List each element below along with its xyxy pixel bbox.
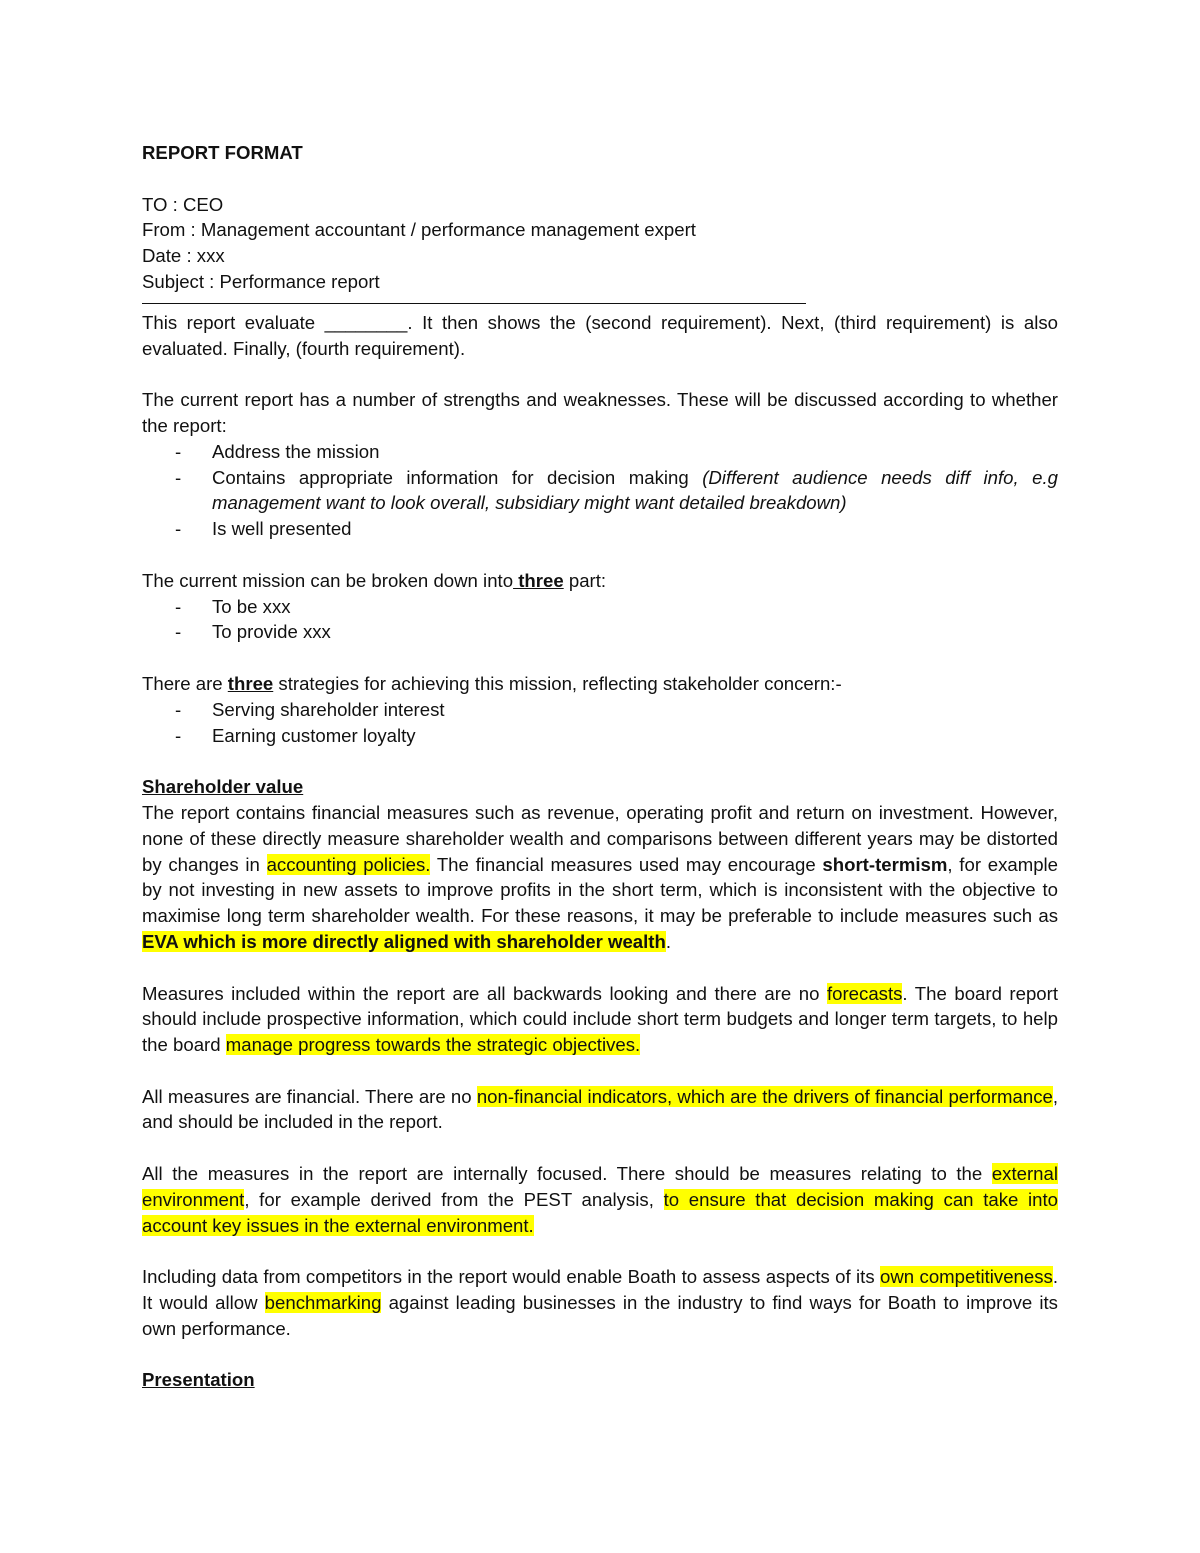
strategies-list — [142, 697, 1058, 749]
list-item: - Serving shareholder interest — [142, 697, 1058, 723]
highlight: to ensure that decision making can take into account key issues in the external environment. — [142, 1188, 1059, 1236]
list-item: - To be xxx — [142, 594, 1058, 620]
forecasts-paragraph: Measures included within the report are all backwards looking and there are no forecasts. The board report should include prospective information, which could include short term budgets and longer term targets, to help the board manage progress towards the strategic objectives. — [142, 982, 1059, 1056]
emphasis-three: three — [513, 569, 564, 591]
header-to: TO : CEO — [142, 193, 224, 215]
italic-note: (Different audience needs diff info, e.g management want to look overall, subsidiary might want detailed breakdown) — [212, 466, 1058, 514]
list-item: - Contains appropriate information for decision making (Different audience needs diff info, e.g management want to look overall, subsidiary might want detailed breakdown) — [142, 465, 1058, 517]
highlight: benchmarking — [264, 1292, 382, 1314]
list-item: - Address the mission — [142, 439, 1058, 465]
mission-list — [142, 594, 1058, 646]
nonfinancial-paragraph: All measures are financial. There are no non-financial indicators, which are the drivers of financial performance, and should be included in the report. — [142, 1085, 1059, 1133]
header-date: Date : xxx — [142, 245, 225, 267]
intro-paragraph: This report evaluate ________. It then shows the (second requirement). Next, (third requirement) is also evaluated. Finally, (fourth requirement). — [142, 311, 1058, 359]
competitors-paragraph: Including data from competitors in the report would enable Boath to assess aspects of its own competitiveness. It would allow benchmarking against leading businesses in the industry to find ways for Boath to improve its own performance. — [142, 1266, 1059, 1339]
header-divider — [142, 303, 806, 304]
highlight: EVA which is more directly aligned with shareholder wealth — [142, 930, 666, 952]
document-body — [142, 140, 1058, 1393]
highlight: accounting policies. — [266, 853, 431, 875]
emphasis-three: three — [227, 672, 274, 694]
section-heading-presentation: Presentation — [142, 1369, 255, 1391]
external-paragraph: All the measures in the report are internally focused. There should be measures relating to the external environment, for example derived from the PEST analysis, to ensure that decision making can take into account key issues in the external environment. — [142, 1163, 1059, 1236]
list-item: - Is well presented — [142, 516, 1058, 542]
highlight: own competitiveness — [880, 1266, 1053, 1288]
highlight: external environment — [142, 1163, 1058, 1210]
list-item: - To provide xxx — [142, 619, 1058, 645]
section-heading-shareholder-value: Shareholder value — [142, 776, 304, 798]
shareholder-paragraph: The report contains financial measures such as revenue, operating profit and return on investment. However, none of these directly measure shareholder wealth and comparisons between different years may be distorted by changes in accounting policies. The financial measures used may encourage short-termism, for example by not investing in new assets to improve profits in the short term, which is inconsistent with the objective to maximise long term shareholder wealth. For these reasons, it may be preferable to include measures such as EVA which is more directly aligned with shareholder wealth. — [142, 801, 1059, 952]
highlight: non-financial indicators, which are the drivers of financial performance — [476, 1085, 1053, 1107]
strengths-list — [142, 439, 1058, 542]
mission-paragraph: The current mission can be broken down into three part: — [142, 569, 607, 591]
highlight: manage progress towards the strategic objectives. — [225, 1034, 641, 1056]
report-title: REPORT FORMAT — [142, 142, 303, 163]
strengths-paragraph: The current report has a number of strengths and weaknesses. These will be discussed according to whether the report: — [142, 389, 1058, 436]
highlight: forecasts — [826, 982, 903, 1004]
list-item: - Earning customer loyalty — [142, 723, 1058, 749]
header-subject: Subject : Performance report — [142, 270, 380, 292]
header-from: From : Management accountant / performance management expert — [142, 219, 696, 241]
strategies-paragraph: There are three strategies for achieving this mission, reflecting stakeholder concern:- — [142, 672, 842, 694]
